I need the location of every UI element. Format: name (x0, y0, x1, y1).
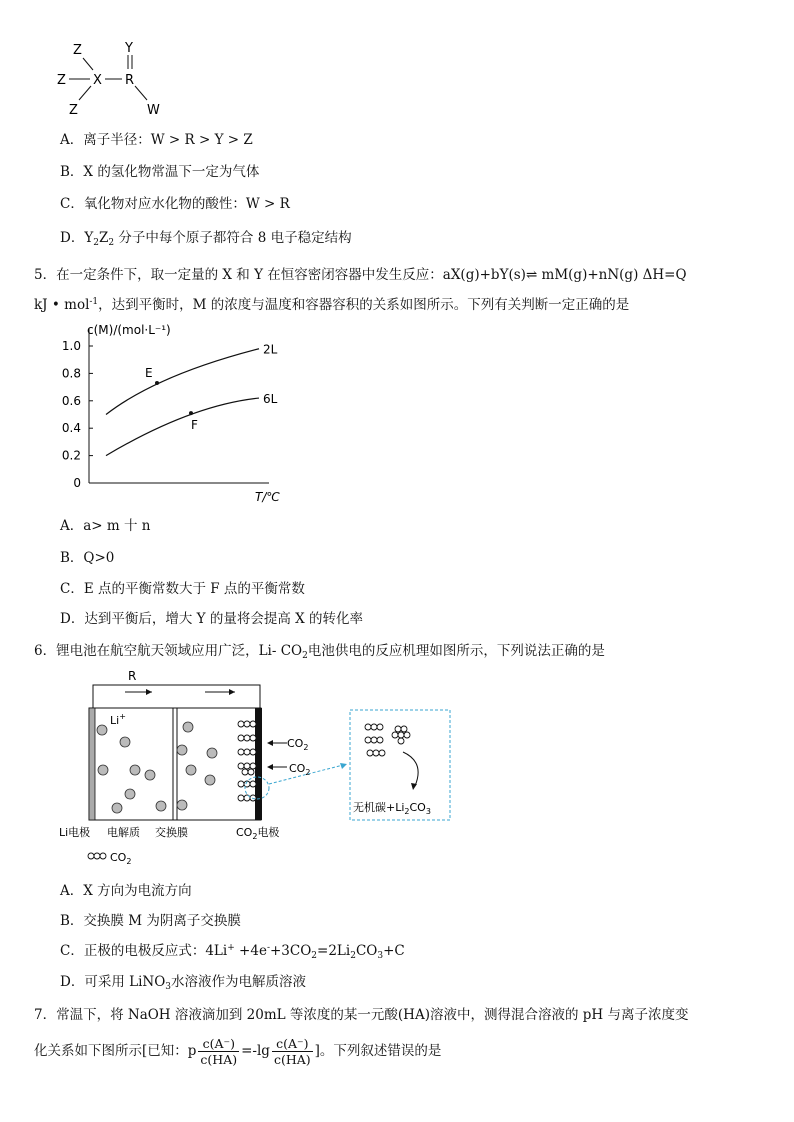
atom-z-left: Z (57, 73, 66, 88)
y-tick-label: 1.0 (61, 339, 81, 353)
atom-y: Y (125, 41, 133, 56)
atom-z-bottom: Z (69, 103, 78, 118)
q4-option-c: C．氧化物对应水化物的酸性：W > R (60, 196, 290, 212)
y-tick-label: 0.6 (61, 393, 81, 408)
series-label-6L: 6L (263, 392, 278, 407)
atom-r: R (125, 73, 135, 88)
atom-z-top: Z (73, 43, 82, 58)
q5-option-b: B．Q>0 (60, 550, 115, 566)
fraction-1: $\frac{c(A^-)}{c(HA)}$ (200, 1036, 238, 1067)
q6-option-d: D．可采用 LiNO$_3$水溶液作为电解质溶液 (60, 974, 307, 992)
inset-label: 无机碳$+Li_2CO_3$ (353, 801, 431, 816)
label-co2-electrode: $CO_2$电极 (236, 826, 280, 841)
x-axis-label: T/℃ (255, 490, 280, 504)
atom-w: W (147, 103, 160, 118)
structure-diagram (55, 38, 175, 120)
q7-stem-line1: 7．常温下，将 NaOH 溶液滴加到 20mL 等浓度的某一元酸(HA)溶液中，测得混合溶液的 pH 与离子浓度变 (34, 1007, 689, 1023)
series-label-2L: 2L (263, 342, 278, 357)
q4-option-a: A．离子半径：W > R > Y > Z (60, 132, 253, 148)
label-electrolyte: 电解质 (107, 826, 140, 839)
q5-stem-line2: kJ • mol$^{-1}$，达到平衡时，M 的浓度与温度和容器容积的关系如图所示。下列有关判断一定正确的是 (34, 297, 630, 313)
q5-stem-line1: 5．在一定条件下，取一定量的 X 和 Y 在恒容密闭容器中发生反应：aX(g)+bY(s)⇌ mM(g)+nN(g) ΔH=Q (34, 267, 687, 283)
fraction-2: $\frac{c(A^-)}{c(HA)}$ (273, 1036, 311, 1067)
li-ion-label: Li+ (110, 712, 126, 727)
q5-option-c: C．E 点的平衡常数大于 F 点的平衡常数 (60, 581, 305, 597)
q5-option-d: D．达到平衡后，增大 Y 的量将会提高 X 的转化率 (60, 611, 364, 627)
r-label: R (128, 669, 137, 683)
label-membrane: 交换膜 (155, 826, 188, 839)
y-tick-label: 0.4 (61, 421, 81, 436)
q5-option-a: A．a> m 十 n (60, 518, 151, 534)
q4-option-d: D．$Y_2Z_2$ 分子中每个原子都符合 8 电子稳定结构 (60, 230, 352, 248)
q7-stem-line2: 化关系如下图所示[已知：p $\frac{c(A^-)}{c(HA)}$ =-lg $\frac{c(A^-)}{c(HA)}$ ]。下列叙述错误的是 (34, 1036, 442, 1067)
legend-co2-label: $CO_2$ (110, 851, 132, 866)
q5-chart (55, 318, 295, 510)
q6-option-b: B．交换膜 M 为阴离子交换膜 (60, 913, 241, 929)
point-label-E: E (145, 365, 153, 380)
q4-option-b: B．X 的氢化物常温下一定为气体 (60, 164, 260, 180)
label-li-electrode: Li电极 (59, 826, 91, 839)
y-tick-label: 0.8 (61, 366, 81, 381)
legend-co2-icon (88, 853, 106, 859)
point-E (155, 381, 159, 385)
y-tick-label: 0 (73, 476, 81, 490)
co2-label-b: $CO_2$ (289, 762, 311, 777)
q6-option-a: A．X 方向为电流方向 (60, 883, 192, 899)
y-axis-label: c(M)/(mol·L⁻¹) (87, 323, 171, 337)
battery-diagram (55, 660, 460, 868)
q6-option-c: C．正极的电极反应式：$4Li^+ +4e^-+3CO_2=2Li_2CO_3+C$ (60, 943, 405, 961)
series-line-2L (106, 349, 259, 415)
q6-stem: 6．锂电池在航空航天领域应用广泛，Li- $CO_2$电池供电的反应机理如图所示，下列说法正确的是 (34, 643, 605, 661)
atom-x: X (93, 73, 102, 88)
series-line-6L (106, 398, 259, 456)
y-tick-label: 0.2 (61, 448, 81, 463)
co2-label-a: $CO_2$ (287, 737, 309, 752)
li-electrode (89, 708, 95, 820)
point-F (189, 411, 193, 415)
point-label-F: F (191, 418, 198, 433)
